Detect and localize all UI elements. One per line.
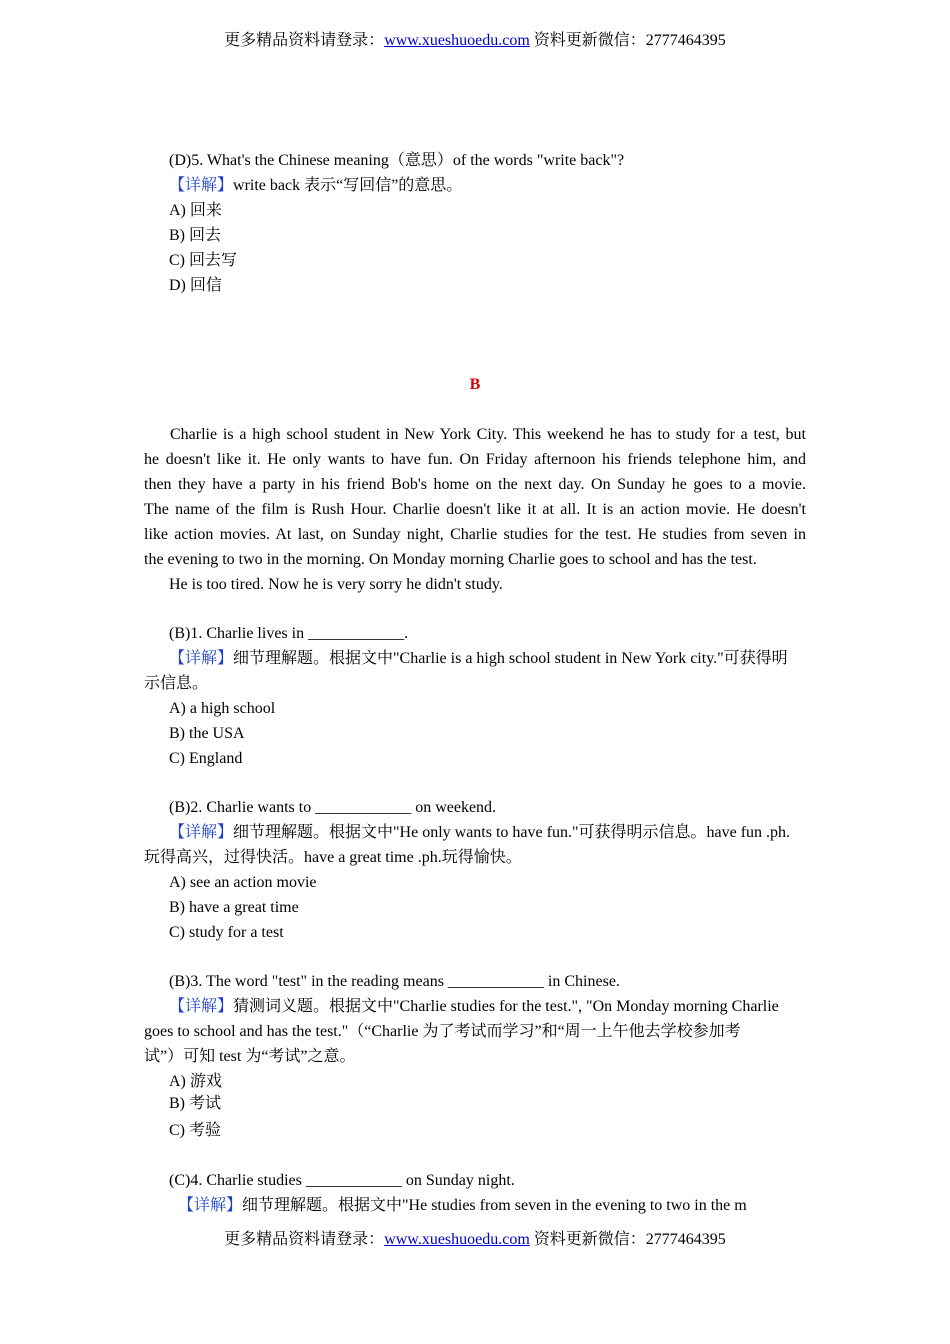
footer-prefix: 更多精品资料请登录： <box>224 1231 385 1248</box>
explain-text: write back 表示“写回信”的意思。 <box>233 177 463 194</box>
q2-explanation <box>169 820 831 845</box>
q3-explanation-cont: goes to school and has the test."（“Charlie 为了考试而学习”和“周一上午他去学校参加考 <box>144 1023 741 1040</box>
explain-tag: 【详解】 <box>169 177 234 194</box>
q3-option-a: A) 游戏 <box>169 1073 222 1090</box>
explain-tag: 【详解】 <box>178 1197 243 1214</box>
q3-option-b: B) 考试 <box>169 1095 222 1112</box>
explain-text: 细节理解题。根据文中"He studies from seven in the evening to two in the m <box>242 1197 747 1214</box>
q1-option-b: B) the USA <box>169 725 245 742</box>
q5-option-c: C) 回去写 <box>169 252 238 269</box>
passage-line: like action movies. At last, on Sunday night, Charlie studies for the test. He studies from seven in <box>144 526 806 543</box>
explain-tag: 【详解】 <box>169 650 234 667</box>
passage-line: The name of the film is Rush Hour. Charlie doesn't like it at all. It is an action movie. He doesn't <box>144 501 806 518</box>
passage-line: he doesn't like it. He only wants to have fun. On Friday afternoon his friends telephone him, and <box>144 451 806 468</box>
explain-text: 细节理解题。根据文中"Charlie is a high school student in New York city."可获得明 <box>233 650 788 667</box>
q3-option-c: C) 考验 <box>169 1122 222 1139</box>
page-footer <box>0 1229 950 1251</box>
section-title: B <box>469 376 481 393</box>
q1-option-c: C) England <box>169 750 243 767</box>
q2-stem: (B)2. Charlie wants to ____________ on weekend. <box>169 799 497 816</box>
q2-option-a: A) see an action movie <box>169 874 317 891</box>
explain-tag: 【详解】 <box>169 998 234 1015</box>
q5-explanation <box>169 173 831 198</box>
q1-explanation-cont: 示信息。 <box>144 675 209 692</box>
header-link[interactable]: www.xueshuoedu.com <box>384 32 530 49</box>
q5-option-a: A) 回来 <box>169 202 222 219</box>
q4-stem: (C)4. Charlie studies ____________ on Sunday night. <box>169 1172 515 1189</box>
header-prefix: 更多精品资料请登录： <box>224 32 385 49</box>
q2-explanation-cont: 玩得高兴，过得快活。have a great time .ph.玩得愉快。 <box>144 849 522 866</box>
passage-line: then they have a party in his friend Bob's home on the next day. On Sunday he goes to a movie. <box>144 476 806 493</box>
header-suffix: 资料更新微信：2777464395 <box>529 32 726 49</box>
q4-explanation <box>178 1193 840 1218</box>
explain-text: 猜测词义题。根据文中"Charlie studies for the test.", "On Monday morning Charlie <box>233 998 779 1015</box>
q5-stem: (D)5. What's the Chinese meaning（意思）of the words "write back"? <box>169 152 625 169</box>
q1-option-a: A) a high school <box>169 700 276 717</box>
passage-line: Charlie is a high school student in New York City. This weekend he has to study for a test, but <box>170 426 806 443</box>
explain-tag: 【详解】 <box>169 824 234 841</box>
explain-text: 细节理解题。根据文中"He only wants to have fun."可获得明示信息。have fun .ph. <box>233 824 791 841</box>
q2-option-c: C) study for a test <box>169 924 284 941</box>
q5-option-d: D) 回信 <box>169 277 222 294</box>
q1-explanation <box>169 646 831 671</box>
page-header <box>0 30 950 52</box>
q1-stem: (B)1. Charlie lives in ____________. <box>169 625 409 642</box>
footer-link[interactable]: www.xueshuoedu.com <box>384 1231 530 1248</box>
q3-stem: (B)3. The word "test" in the reading means ____________ in Chinese. <box>169 973 620 990</box>
passage-line: He is too tired. Now he is very sorry he didn't study. <box>169 576 503 593</box>
q3-explanation-cont: 试”）可知 test 为“考试”之意。 <box>144 1048 356 1065</box>
footer-suffix: 资料更新微信：2777464395 <box>529 1231 726 1248</box>
q5-option-b: B) 回去 <box>169 227 222 244</box>
q3-explanation <box>169 994 831 1019</box>
q2-option-b: B) have a great time <box>169 899 299 916</box>
passage-line: the evening to two in the morning. On Monday morning Charlie goes to school and has the test. <box>144 551 757 568</box>
